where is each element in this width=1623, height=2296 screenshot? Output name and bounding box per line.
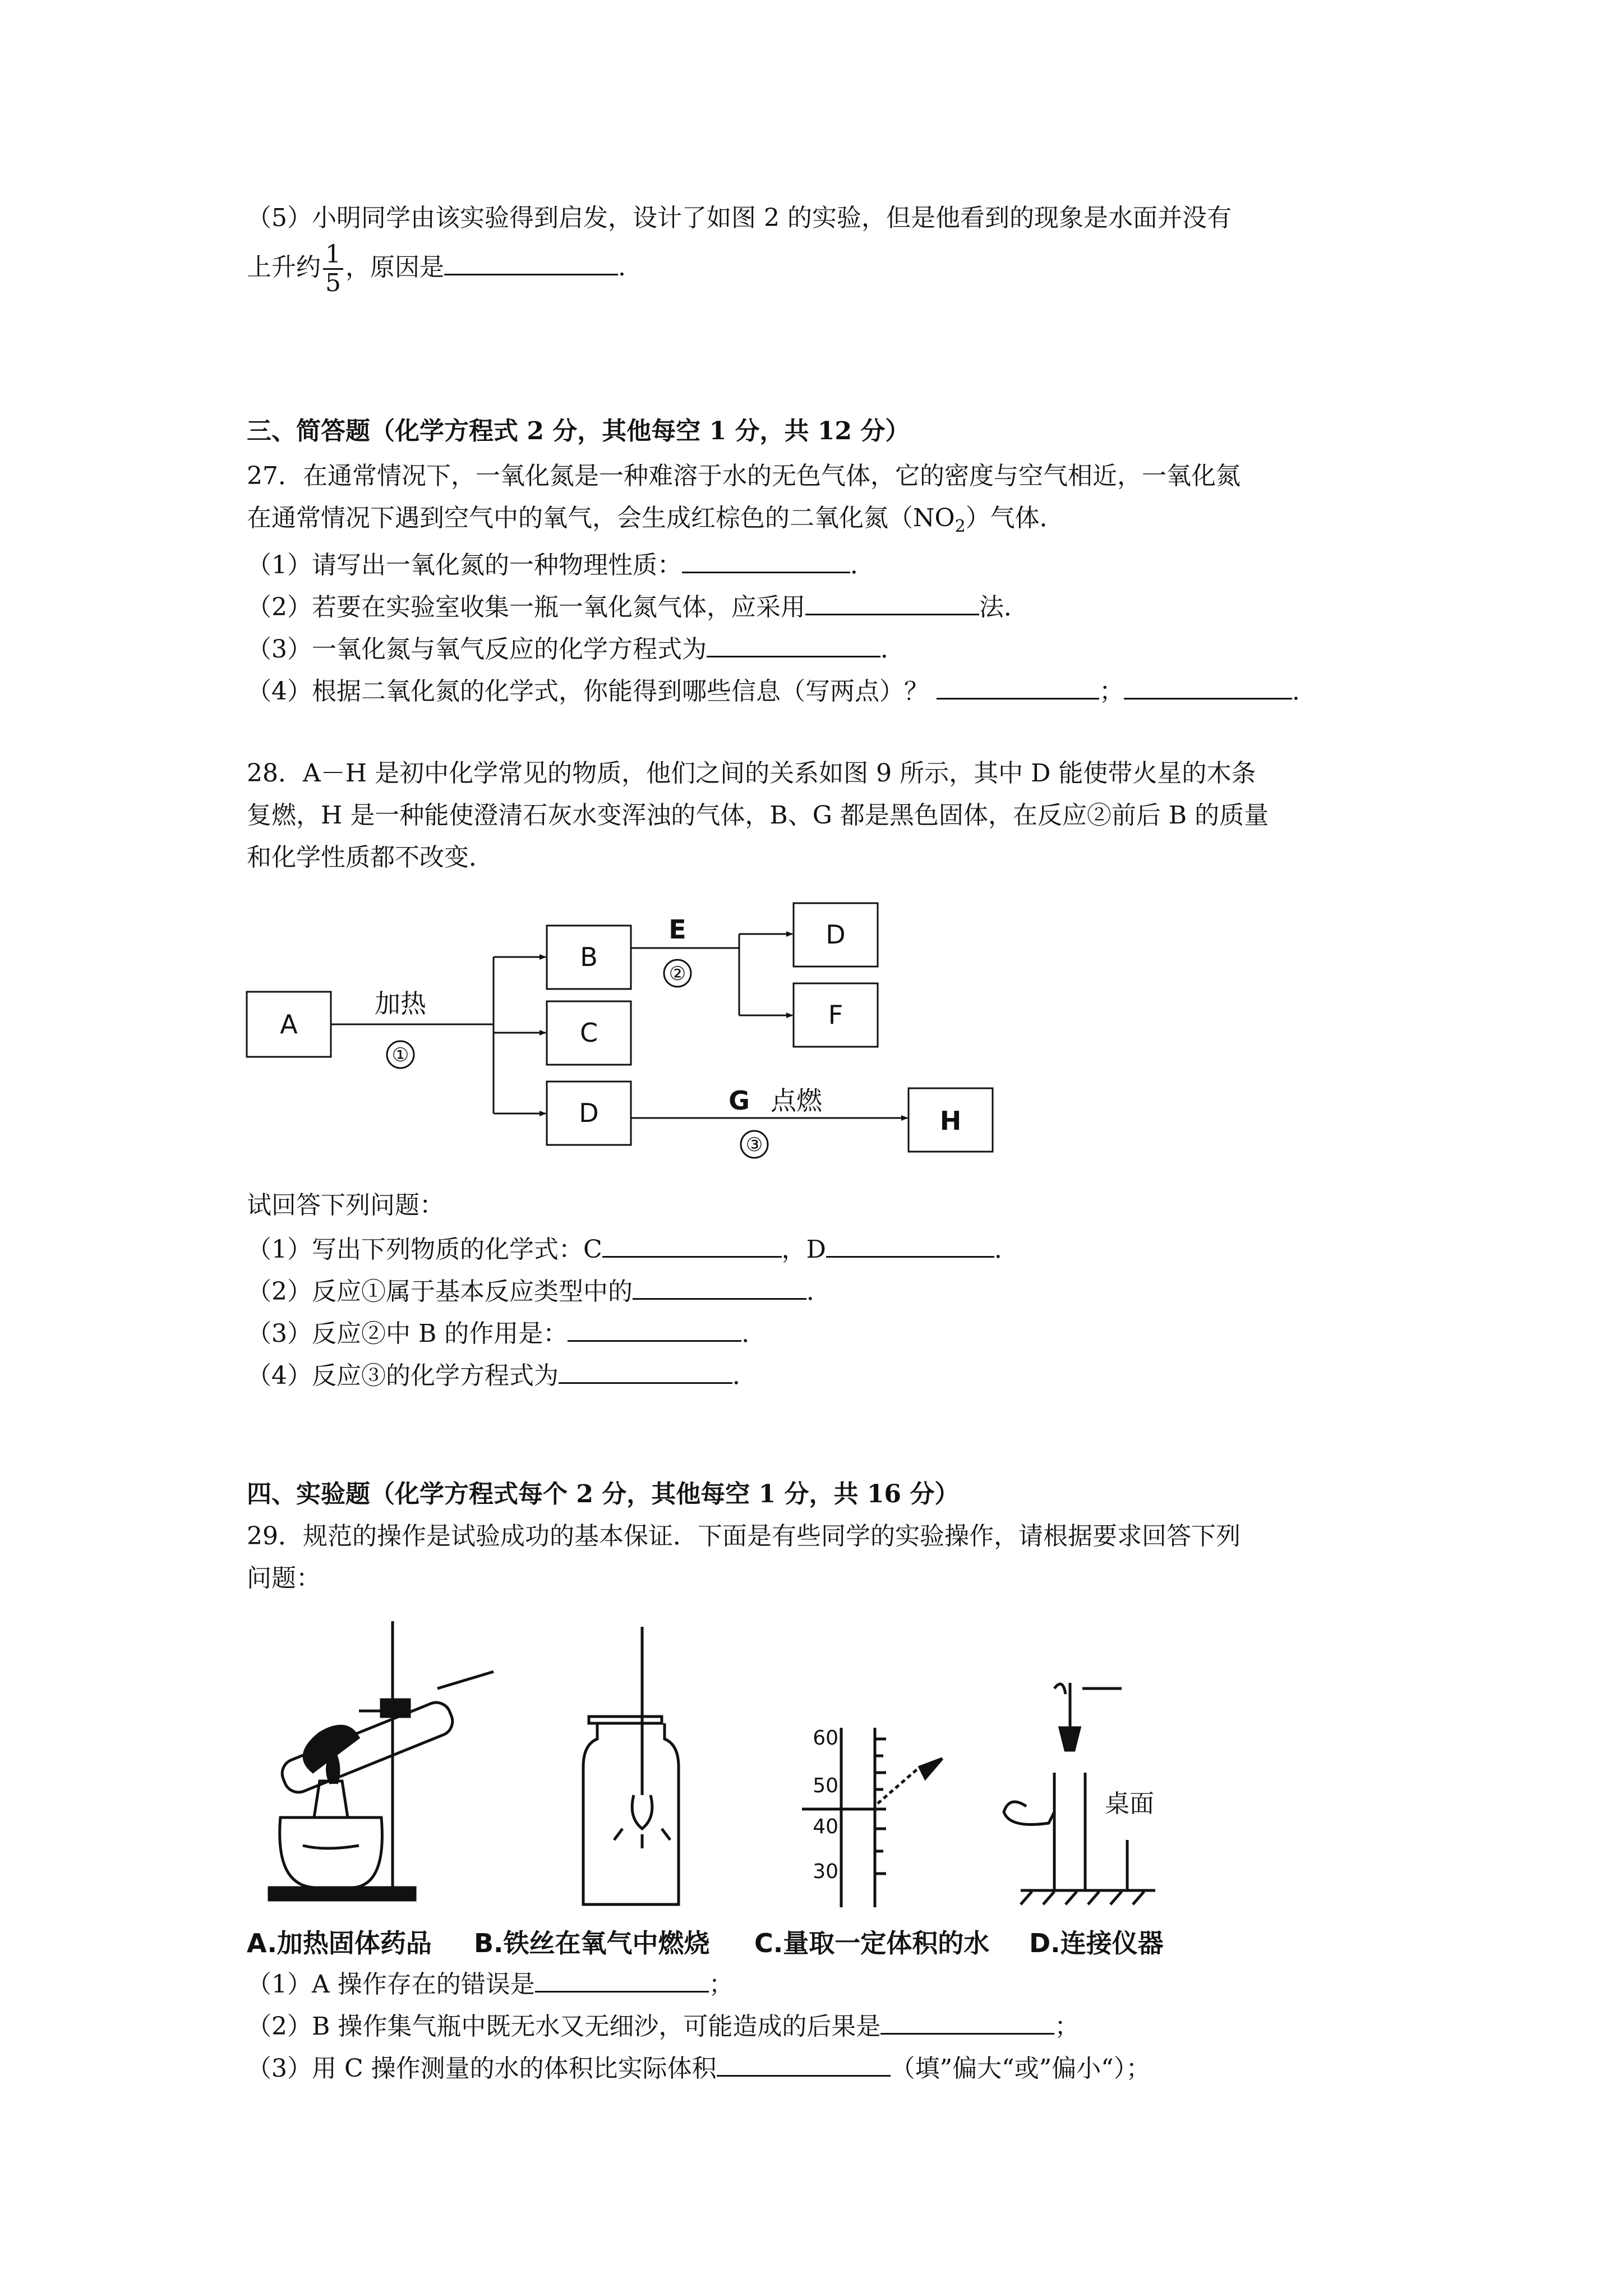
q29-sub1	[247, 1966, 734, 2001]
tick-30: 30	[813, 1860, 838, 1883]
label-c: C	[579, 1018, 598, 1048]
q29-text-line1: 29．规范的操作是试验成功的基本保证．下面是有些同学的实验操作，请根据要求回答下列	[247, 1522, 1241, 1550]
label-h: H	[939, 1106, 962, 1136]
answer-blank[interactable]	[880, 2008, 1054, 2035]
q29-sub3-text: （3）用 C 操作测量的水的体积比实际体积	[247, 2054, 717, 2083]
q27-sub4-end: ．	[1292, 677, 1317, 706]
q26-part5-line1: （5）小明同学由该实验得到启发，设计了如图 2 的实验，但是他看到的现象是水面并没有	[247, 204, 1232, 232]
label-d2: D	[826, 919, 846, 950]
q29-text-line2: 问题：	[247, 1564, 321, 1593]
caption-c: C.量取一定体积的水	[754, 1928, 990, 1958]
q28-ask: 试回答下列问题：	[247, 1191, 444, 1220]
q28-sub4-end: ．	[732, 1361, 757, 1390]
q27-sub4-text: （4）根据二氧化氮的化学式，你能得到哪些信息（写两点）？	[247, 677, 929, 706]
figure-a-heating	[269, 1621, 494, 1900]
fraction-denominator: 5	[325, 269, 341, 297]
q27-sub1-end: ．	[850, 551, 875, 579]
q28-sub3-end: ．	[741, 1319, 767, 1348]
q27-line2-pre: 在通常情况下遇到空气中的氧气，会生成红棕色的二氧化氮（NO	[247, 504, 955, 532]
q29-sub3	[247, 2050, 1151, 2085]
q28-text-line2: 复燃，H 是一种能使澄清石灰水变浑浊的气体，B、G 都是黑色固体，在反应②前后 B 的质量	[247, 801, 1269, 830]
label-r1: ①	[391, 1044, 409, 1066]
q28-text-line3: 和化学性质都不改变．	[247, 843, 494, 872]
q28-sub4-text: （4）反应③的化学方程式为	[247, 1361, 559, 1390]
label-g: G	[728, 1085, 750, 1116]
q28-sub2-end: ．	[806, 1277, 831, 1306]
q27-sub2-text: （2）若要在实验室收集一瓶一氧化氮气体，应采用	[247, 593, 805, 622]
q28-text-line1: 28．A－H 是初中化学常见的物质，他们之间的关系如图 9 所示，其中 D 能使带火星的木条	[247, 759, 1256, 788]
answer-blank[interactable]	[717, 2050, 891, 2077]
caption-d: D.连接仪器	[1029, 1928, 1164, 1958]
caption-b: B.铁丝在氧气中燃烧	[474, 1928, 710, 1958]
q27-no2-subscript: 2	[955, 516, 966, 536]
fraction-numerator: 1	[323, 241, 343, 270]
q26-part5-end: .	[618, 253, 626, 282]
label-f: F	[828, 1000, 843, 1030]
tick-60: 60	[813, 1727, 838, 1750]
answer-blank[interactable]	[535, 1966, 709, 1993]
q27-sub2-end: 法．	[979, 593, 1029, 622]
label-e: E	[668, 914, 686, 945]
tick-40: 40	[813, 1815, 838, 1838]
tick-50: 50	[813, 1774, 838, 1797]
q28-sub2-text: （2）反应①属于基本反应类型中的	[247, 1277, 633, 1306]
q28-sub1-text: （1）写出下列物质的化学式：C	[247, 1235, 602, 1264]
label-desk: 桌面	[1105, 1789, 1154, 1818]
figure-b-gas-bottle	[583, 1627, 679, 1904]
q29-sub2	[247, 2008, 1079, 2043]
q29-sub1-text: （1）A 操作存在的错误是	[247, 1970, 535, 1999]
label-b: B	[580, 942, 598, 972]
label-ignite: 点燃	[771, 1085, 822, 1116]
section-4-title: 四、实验题（化学方程式每个 2 分，其他每空 1 分，共 16 分）	[247, 1480, 960, 1508]
q29-sub1-end: ；	[708, 1970, 734, 1999]
q26-part5-text-pre: 上升约	[247, 253, 321, 282]
q27-sub3-text: （3）一氧化氮与氧气反应的化学方程式为	[247, 635, 707, 664]
q27-line2-post: ）气体．	[965, 504, 1064, 532]
q28-sub1-end: ．	[994, 1235, 1019, 1264]
section-3-title: 三、简答题（化学方程式 2 分，其他每空 1 分，共 12 分）	[247, 417, 910, 445]
q26-part5-text-post: ，原因是	[345, 253, 444, 282]
label-r3: ③	[745, 1134, 763, 1156]
q29-sub2-end: ；	[1054, 2012, 1080, 2041]
label-r2: ②	[668, 963, 686, 985]
q28-sub1-mid: ，D	[781, 1235, 826, 1264]
q27-sub1-text: （1）请写出一氧化氮的一种物理性质：	[247, 551, 682, 579]
caption-a: A.加热固体药品	[247, 1928, 432, 1958]
q27-sub4-mid: ；	[1099, 677, 1124, 706]
q28-sub3-text: （3）反应②中 B 的作用是：	[247, 1319, 568, 1348]
label-heat: 加热	[375, 988, 426, 1019]
q29-sub2-text: （2）B 操作集气瓶中既无水又无细沙，可能造成的后果是	[247, 2012, 881, 2041]
q27-sub3-end: ．	[880, 635, 905, 664]
label-a: A	[280, 1009, 298, 1039]
q27-text-line1: 27．在通常情况下，一氧化氮是一种难溶于水的无色气体，它的密度与空气相近，一氧化氮	[247, 462, 1241, 490]
q29-sub3-end: （填”偏大“或”偏小“）；	[890, 2054, 1151, 2083]
label-d: D	[579, 1098, 599, 1128]
